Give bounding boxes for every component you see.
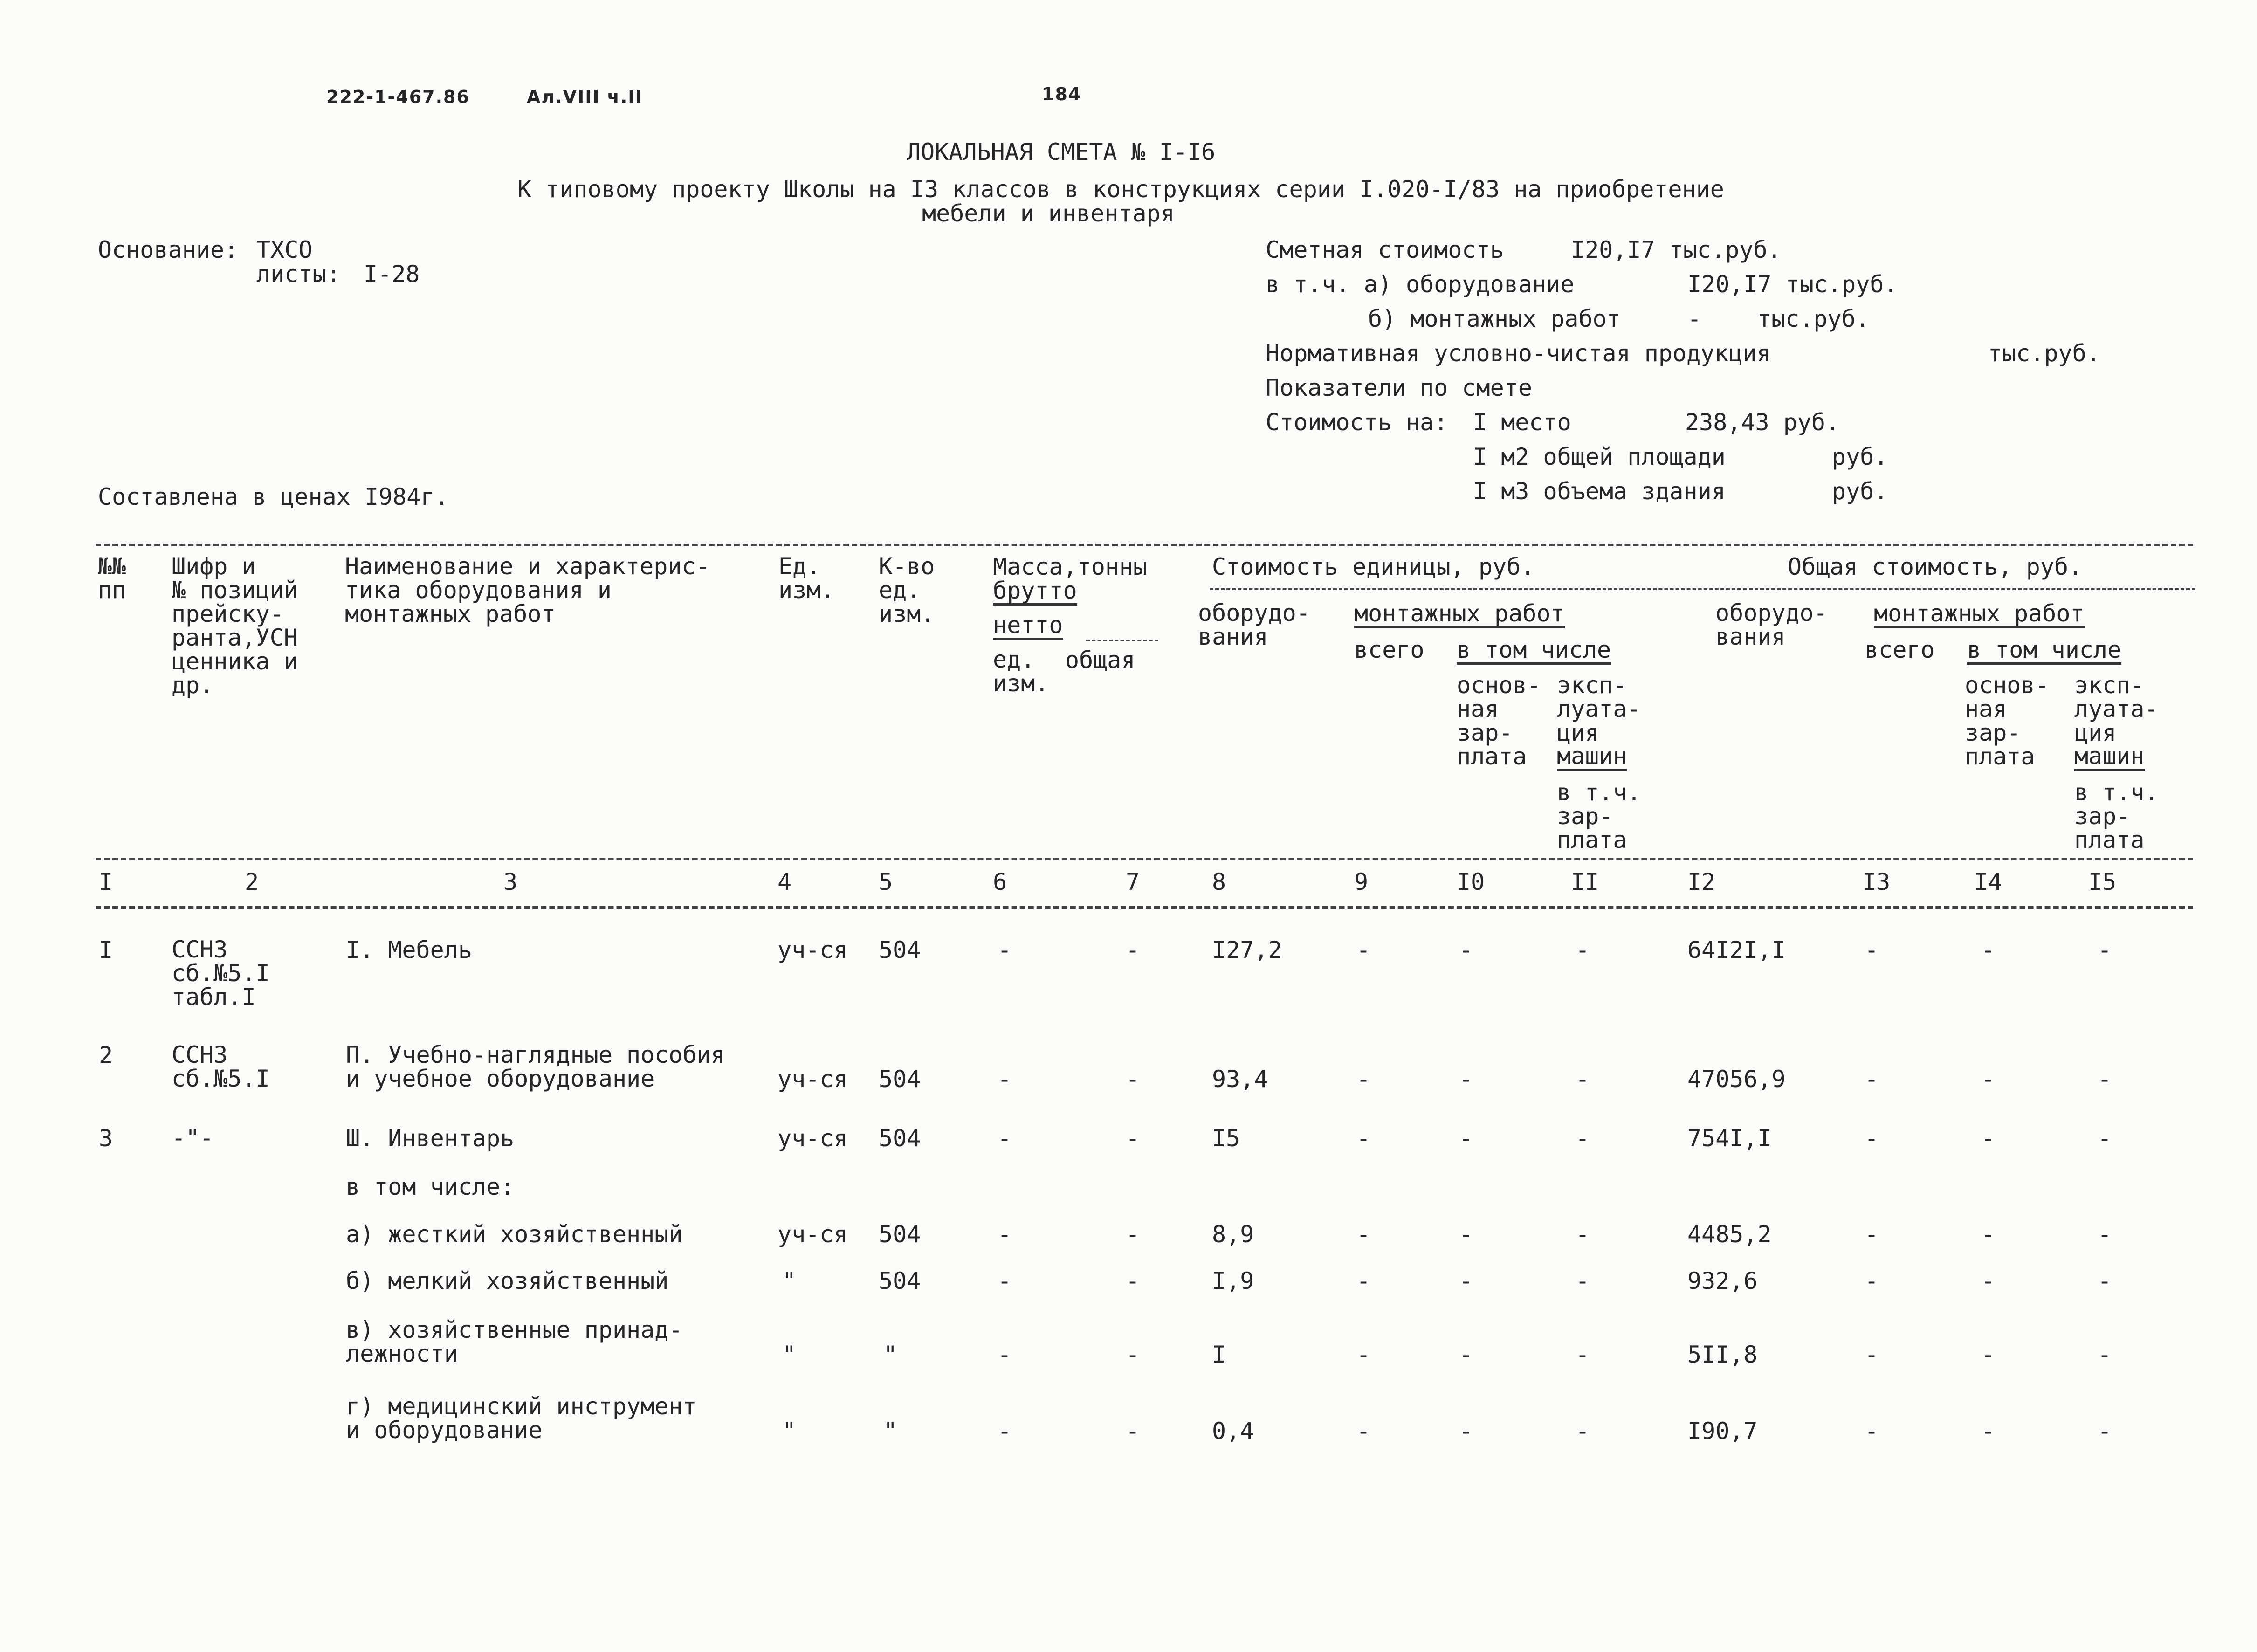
row-quantity: 504 xyxy=(879,1221,921,1248)
row-total-equipment: 47056,9 xyxy=(1687,1066,1786,1093)
header-total-install-incl: в том числе xyxy=(1967,638,2121,665)
row-mass-unit: - xyxy=(998,1418,1012,1445)
row-mass-total: - xyxy=(1126,936,1140,964)
row-mass-total: - xyxy=(1126,1418,1140,1445)
row-unit: уч-ся xyxy=(778,1125,848,1152)
document-subtitle-line2: мебели и инвентаря xyxy=(922,200,1175,227)
header-unit-base-wage: основ- ная зар- плата xyxy=(1457,672,1541,770)
row-number: I xyxy=(99,936,113,964)
sheets-value: I-28 xyxy=(364,261,420,288)
row-mass-total: - xyxy=(1126,1267,1140,1294)
header-quantity: К-во ед. изм. xyxy=(879,553,935,627)
row-total-base-wage: - xyxy=(1981,1125,1996,1152)
per-place-value: 238,43 руб. xyxy=(1685,409,1840,436)
row-unit-install-all: - xyxy=(1356,1418,1371,1445)
row-unit-base-wage: - xyxy=(1459,1066,1473,1093)
header-row-number: №№ пп xyxy=(98,553,126,604)
per-m3-unit: руб. xyxy=(1832,478,1888,505)
album-reference: Ал.VIII ч.II xyxy=(527,87,643,107)
row-total-install-all: - xyxy=(1865,1341,1879,1368)
header-name: Наименование и характерис- тика оборудования и монтажных работ xyxy=(345,553,710,627)
column-number-rule xyxy=(96,906,2193,909)
row-unit-machines: - xyxy=(1576,936,1590,964)
row-unit: уч-ся xyxy=(778,936,848,964)
row-name: Ш. Инвентарь xyxy=(346,1125,515,1152)
row-total-base-wage: - xyxy=(1981,1267,1996,1294)
header-unit-cost: Стоимость единицы, руб. xyxy=(1212,553,1535,580)
row-quantity: " xyxy=(883,1418,898,1445)
column-number: I xyxy=(99,868,113,895)
row-mass-unit: - xyxy=(998,1066,1012,1093)
normative-product-label: Нормативная условно-чистая продукция xyxy=(1266,340,1771,367)
row-unit-equipment: I,9 xyxy=(1212,1267,1254,1294)
column-number: I5 xyxy=(2088,868,2117,895)
installation-cost-label: б) монтажных работ xyxy=(1368,305,1621,332)
row-mass-unit: - xyxy=(998,1267,1012,1294)
row-name: в) хозяйственные принад- лежности xyxy=(346,1316,683,1367)
installation-cost-value: - xyxy=(1687,305,1702,332)
basis-value: ТХСО xyxy=(256,236,313,263)
row-unit-install-all: - xyxy=(1356,1125,1371,1152)
row-total-install-all: - xyxy=(1865,1418,1879,1445)
row-unit-base-wage: - xyxy=(1459,1125,1473,1152)
row-unit: " xyxy=(782,1418,797,1445)
row-code: -"- xyxy=(172,1124,214,1151)
row-quantity: 504 xyxy=(879,936,921,964)
header-unit-machines-ul: машин xyxy=(1557,744,1627,771)
column-number: I2 xyxy=(1687,868,1716,895)
row-unit-machines: - xyxy=(1576,1125,1590,1152)
row-unit-machines: - xyxy=(1576,1418,1590,1445)
table-header-rule xyxy=(96,858,2193,860)
header-unit: Ед. изм. xyxy=(778,553,835,604)
row-total-machines: - xyxy=(2098,1418,2112,1445)
row-unit: " xyxy=(782,1267,797,1294)
normative-product-unit: тыс.руб. xyxy=(1988,340,2100,367)
row-unit-equipment: I5 xyxy=(1212,1125,1240,1152)
row-name: г) медицинский инструмент и оборудование xyxy=(346,1393,697,1444)
header-unit-machines: эксп- луата- ция xyxy=(1557,672,1641,746)
indicators-label: Показатели по смете xyxy=(1266,374,1532,401)
row-unit-equipment: 8,9 xyxy=(1212,1221,1254,1248)
row-total-equipment: 932,6 xyxy=(1687,1267,1758,1294)
column-number: 9 xyxy=(1354,868,1369,895)
row-total-install-all: - xyxy=(1865,1267,1879,1294)
row-total-base-wage: - xyxy=(1981,1066,1996,1093)
page-number: 184 xyxy=(1042,84,1082,104)
row-total-equipment: I90,7 xyxy=(1687,1418,1758,1445)
header-total-machines: эксп- луата- ция xyxy=(2074,672,2159,746)
column-number: 2 xyxy=(245,868,259,895)
row-total-machines: - xyxy=(2098,1125,2112,1152)
row-unit-install-all: - xyxy=(1356,1066,1371,1093)
row-unit: уч-ся xyxy=(778,1066,848,1093)
row-unit-equipment: 93,4 xyxy=(1212,1066,1268,1093)
row-unit-base-wage: - xyxy=(1459,1221,1473,1248)
row-total-install-all: - xyxy=(1865,1221,1879,1248)
row-unit-machines: - xyxy=(1576,1066,1590,1093)
row-total-install-all: - xyxy=(1865,1125,1879,1152)
per-m2-unit: руб. xyxy=(1832,443,1888,470)
row-name: П. Учебно-наглядные пособия и учебное оборудование xyxy=(346,1041,725,1092)
equipment-cost-label: в т.ч. а) оборудование xyxy=(1266,271,1575,298)
header-mass-unit: ед. изм. xyxy=(993,646,1049,697)
row-total-base-wage: - xyxy=(1981,1341,1996,1368)
per-m3-label: I м3 объема здания xyxy=(1473,478,1726,505)
header-total-installation: монтажных работ xyxy=(1874,601,2085,628)
row-total-base-wage: - xyxy=(1981,1221,1996,1248)
document-code: 222-1-467.86 xyxy=(326,87,470,107)
row-unit-install-all: - xyxy=(1356,1267,1371,1294)
header-total-base-wage: основ- ная зар- плата xyxy=(1965,672,2049,770)
row-name: б) мелкий хозяйственный xyxy=(346,1267,669,1294)
row-total-install-all: - xyxy=(1865,1066,1879,1093)
row-unit-install-all: - xyxy=(1356,1221,1371,1248)
row-mass-total: - xyxy=(1126,1221,1140,1248)
row-mass-unit: - xyxy=(998,1125,1012,1152)
row-unit-equipment: I27,2 xyxy=(1212,936,1282,964)
per-m2-label: I м2 общей площади xyxy=(1473,443,1726,470)
row-unit: " xyxy=(782,1341,797,1368)
row-mass-total: - xyxy=(1126,1341,1140,1368)
unit-cost-subrule xyxy=(1210,588,1741,590)
row-total-base-wage: - xyxy=(1981,936,1996,964)
row-name: в том числе: xyxy=(346,1173,515,1200)
row-quantity: 504 xyxy=(879,1066,921,1093)
row-unit-equipment: I xyxy=(1212,1341,1226,1368)
prices-note: Составлена в ценах I984г. xyxy=(98,483,449,510)
header-unit-install-incl: в том числе xyxy=(1457,638,1611,665)
column-number: 8 xyxy=(1212,868,1226,895)
column-number: 3 xyxy=(503,868,518,895)
document-subtitle-line1: К типовому проекту Школы на I3 классов в конструкциях серии I.020-I/83 на приобретение xyxy=(517,176,1724,203)
row-unit-base-wage: - xyxy=(1459,1267,1473,1294)
row-mass-total: - xyxy=(1126,1066,1140,1093)
row-code: ССНЗ сб.№5.I табл.I xyxy=(172,936,270,1011)
row-total-equipment: 64I2I,I xyxy=(1687,936,1786,964)
header-total-cost: Общая стоимость, руб. xyxy=(1788,553,2083,580)
row-unit-base-wage: - xyxy=(1459,936,1473,964)
header-mass-total: общая xyxy=(1065,647,1135,674)
header-mass: Масса,тонны xyxy=(993,553,1148,580)
row-name: а) жесткий хозяйственный xyxy=(346,1221,683,1248)
row-unit-machines: - xyxy=(1576,1221,1590,1248)
header-mass-brutto: брутто xyxy=(993,578,1077,606)
row-total-machines: - xyxy=(2098,1267,2112,1294)
row-total-equipment: 5II,8 xyxy=(1687,1341,1758,1368)
column-number: 4 xyxy=(778,868,792,895)
cost-per-label: Стоимость на: xyxy=(1266,409,1448,436)
header-unit-incl-wage: в т.ч. зар- плата xyxy=(1557,779,1641,854)
per-place-label: I место xyxy=(1473,409,1571,436)
header-unit-install-all: всего xyxy=(1354,636,1424,663)
row-unit-machines: - xyxy=(1576,1341,1590,1368)
row-total-equipment: 4485,2 xyxy=(1687,1221,1772,1248)
row-number: 2 xyxy=(99,1042,113,1069)
table-top-rule xyxy=(96,544,2193,546)
row-total-equipment: 754I,I xyxy=(1687,1125,1772,1152)
row-mass-unit: - xyxy=(998,936,1012,964)
header-total-equipment: оборудо- вания xyxy=(1715,599,1828,650)
row-total-machines: - xyxy=(2098,1221,2112,1248)
row-number: 3 xyxy=(99,1125,113,1152)
row-quantity: 504 xyxy=(879,1267,921,1294)
row-unit-install-all: - xyxy=(1356,1341,1371,1368)
basis-label: Основание: xyxy=(98,236,239,263)
header-unit-equipment: оборудо- вания xyxy=(1198,599,1310,650)
row-code: ССНЗ сб.№5.I xyxy=(172,1041,270,1092)
column-number: I4 xyxy=(1974,868,2002,895)
row-unit: уч-ся xyxy=(778,1221,848,1248)
header-total-machines-ul: машин xyxy=(2074,744,2145,771)
row-unit-machines: - xyxy=(1576,1267,1590,1294)
column-number: 5 xyxy=(879,868,893,895)
sheets-label: листы: xyxy=(256,261,341,288)
header-mass-netto: нетто xyxy=(993,613,1063,640)
document-title: ЛОКАЛЬНАЯ СМЕТА № I-I6 xyxy=(907,138,1216,165)
column-number: I0 xyxy=(1457,868,1485,895)
row-total-machines: - xyxy=(2098,936,2112,964)
column-number: I3 xyxy=(1862,868,1891,895)
estimated-cost-value: I20,I7 тыс.руб. xyxy=(1571,236,1782,263)
total-cost-subrule xyxy=(1743,588,2195,590)
estimated-cost-label: Сметная стоимость xyxy=(1266,236,1504,263)
column-number: II xyxy=(1571,868,1599,895)
row-mass-unit: - xyxy=(998,1221,1012,1248)
column-number: 6 xyxy=(993,868,1007,895)
row-unit-install-all: - xyxy=(1356,936,1371,964)
header-total-incl-wage: в т.ч. зар- плата xyxy=(2074,779,2159,854)
header-total-install-all: всего xyxy=(1865,636,1935,663)
header-code: Шифр и № позиций прейску- ранта,УСН ценника и др. xyxy=(172,553,298,699)
row-total-machines: - xyxy=(2098,1341,2112,1368)
row-mass-unit: - xyxy=(998,1341,1012,1368)
row-quantity: " xyxy=(883,1341,898,1368)
header-unit-installation: монтажных работ xyxy=(1354,601,1565,628)
row-name: I. Мебель xyxy=(346,936,472,964)
row-mass-total: - xyxy=(1126,1125,1140,1152)
row-unit-base-wage: - xyxy=(1459,1341,1473,1368)
column-number: 7 xyxy=(1126,868,1140,895)
installation-cost-unit: тыс.руб. xyxy=(1757,305,1870,332)
row-unit-equipment: 0,4 xyxy=(1212,1418,1254,1445)
row-total-machines: - xyxy=(2098,1066,2112,1093)
row-quantity: 504 xyxy=(879,1125,921,1152)
row-total-base-wage: - xyxy=(1981,1418,1996,1445)
row-unit-base-wage: - xyxy=(1459,1418,1473,1445)
equipment-cost-value: I20,I7 тыс.руб. xyxy=(1687,271,1898,298)
netto-trail-rule xyxy=(1086,640,1158,641)
row-total-install-all: - xyxy=(1865,936,1879,964)
